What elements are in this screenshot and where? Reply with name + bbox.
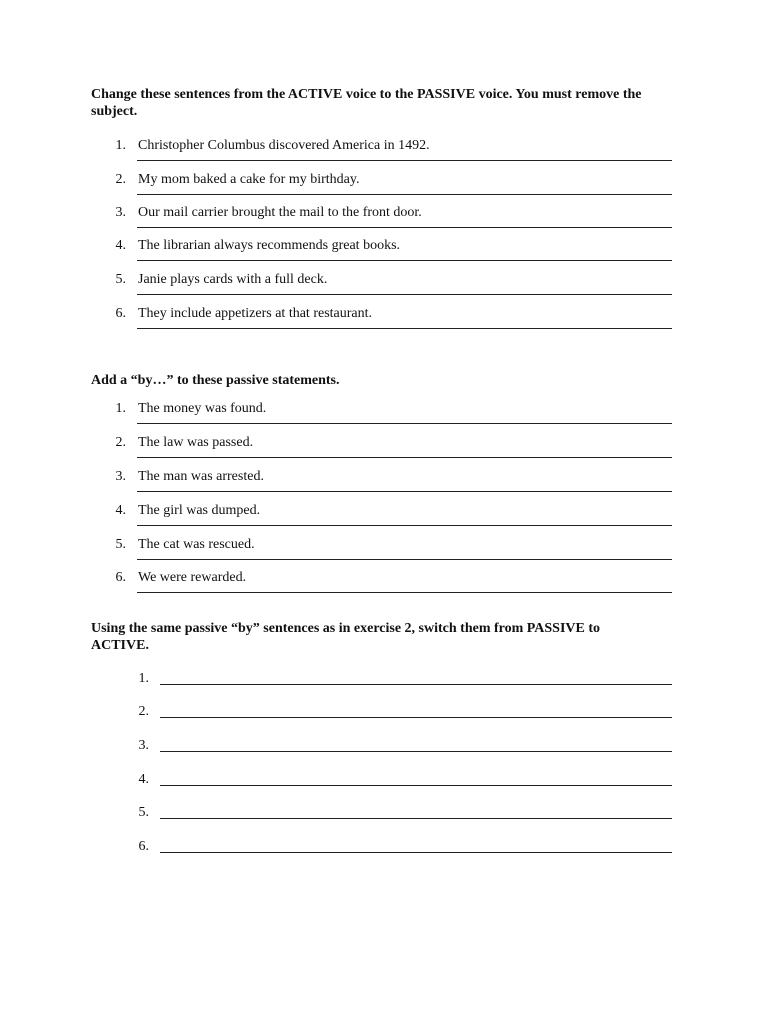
answer-line[interactable] — [160, 717, 672, 718]
item-number: 2. — [115, 172, 126, 187]
item-number: 4. — [138, 772, 149, 787]
section1-item-1 — [0, 137, 768, 167]
answer-line[interactable] — [160, 818, 672, 819]
item-number: 4. — [115, 238, 126, 253]
answer-line[interactable] — [137, 160, 672, 161]
item-number: 3. — [138, 738, 149, 753]
section1-heading: Change these sentences from the ACTIVE voice to the PASSIVE voice. You must remove the subject. — [91, 87, 642, 119]
item-sentence: The cat was rescued. — [138, 537, 255, 552]
answer-line[interactable] — [160, 684, 672, 685]
answer-line[interactable] — [137, 457, 672, 458]
section3-item-2 — [0, 703, 768, 723]
section2-item-3 — [0, 468, 768, 498]
section1-item-6 — [0, 305, 768, 335]
section1-item-5 — [0, 271, 768, 301]
item-sentence: My mom baked a cake for my birthday. — [138, 172, 360, 187]
section3-item-3 — [0, 737, 768, 757]
item-number: 5. — [115, 537, 126, 552]
item-number: 5. — [138, 805, 149, 820]
section2-item-4 — [0, 502, 768, 532]
item-sentence: The man was arrested. — [138, 469, 264, 484]
item-sentence: The law was passed. — [138, 435, 254, 450]
section1-item-4 — [0, 237, 768, 267]
answer-line[interactable] — [137, 525, 672, 526]
section2-item-1 — [0, 400, 768, 430]
item-number: 5. — [115, 272, 126, 287]
item-sentence: The librarian always recommends great books. — [138, 238, 401, 253]
answer-line[interactable] — [160, 785, 672, 786]
answer-line[interactable] — [137, 328, 672, 329]
item-sentence: The money was found. — [138, 401, 267, 416]
item-number: 3. — [115, 205, 126, 220]
item-sentence: They include appetizers at that restaurant. — [138, 306, 373, 321]
item-number: 1. — [138, 671, 149, 686]
item-sentence: We were rewarded. — [138, 570, 247, 585]
item-number: 3. — [115, 469, 126, 484]
item-number: 6. — [115, 570, 126, 585]
answer-line[interactable] — [137, 194, 672, 195]
section1-item-3 — [0, 204, 768, 234]
section3-item-4 — [0, 771, 768, 791]
item-sentence: Our mail carrier brought the mail to the front door. — [138, 205, 422, 220]
section3-heading: Using the same passive “by” sentences as in exercise 2, switch them from PASSIVE to ACTIVE. — [91, 621, 601, 653]
answer-line[interactable] — [137, 423, 672, 424]
section3-item-5 — [0, 804, 768, 824]
item-sentence: The girl was dumped. — [138, 503, 261, 518]
section2-item-6 — [0, 569, 768, 599]
section2-item-5 — [0, 536, 768, 566]
item-number: 6. — [138, 839, 149, 854]
answer-line[interactable] — [137, 260, 672, 261]
answer-line[interactable] — [137, 294, 672, 295]
section2-heading: Add a “by…” to these passive statements. — [91, 373, 340, 388]
answer-line[interactable] — [137, 559, 672, 560]
section3-item-6 — [0, 838, 768, 858]
item-number: 1. — [115, 401, 126, 416]
item-number: 6. — [115, 306, 126, 321]
item-sentence: Christopher Columbus discovered America in 1492. — [138, 138, 430, 153]
item-number: 4. — [115, 503, 126, 518]
answer-line[interactable] — [137, 491, 672, 492]
answer-line[interactable] — [137, 592, 672, 593]
answer-line[interactable] — [137, 227, 672, 228]
section1-item-2 — [0, 171, 768, 201]
section2-item-2 — [0, 434, 768, 464]
item-number: 2. — [115, 435, 126, 450]
answer-line[interactable] — [160, 751, 672, 752]
answer-line[interactable] — [160, 852, 672, 853]
item-sentence: Janie plays cards with a full deck. — [138, 272, 328, 287]
section3-item-1 — [0, 670, 768, 690]
item-number: 2. — [138, 704, 149, 719]
item-number: 1. — [115, 138, 126, 153]
